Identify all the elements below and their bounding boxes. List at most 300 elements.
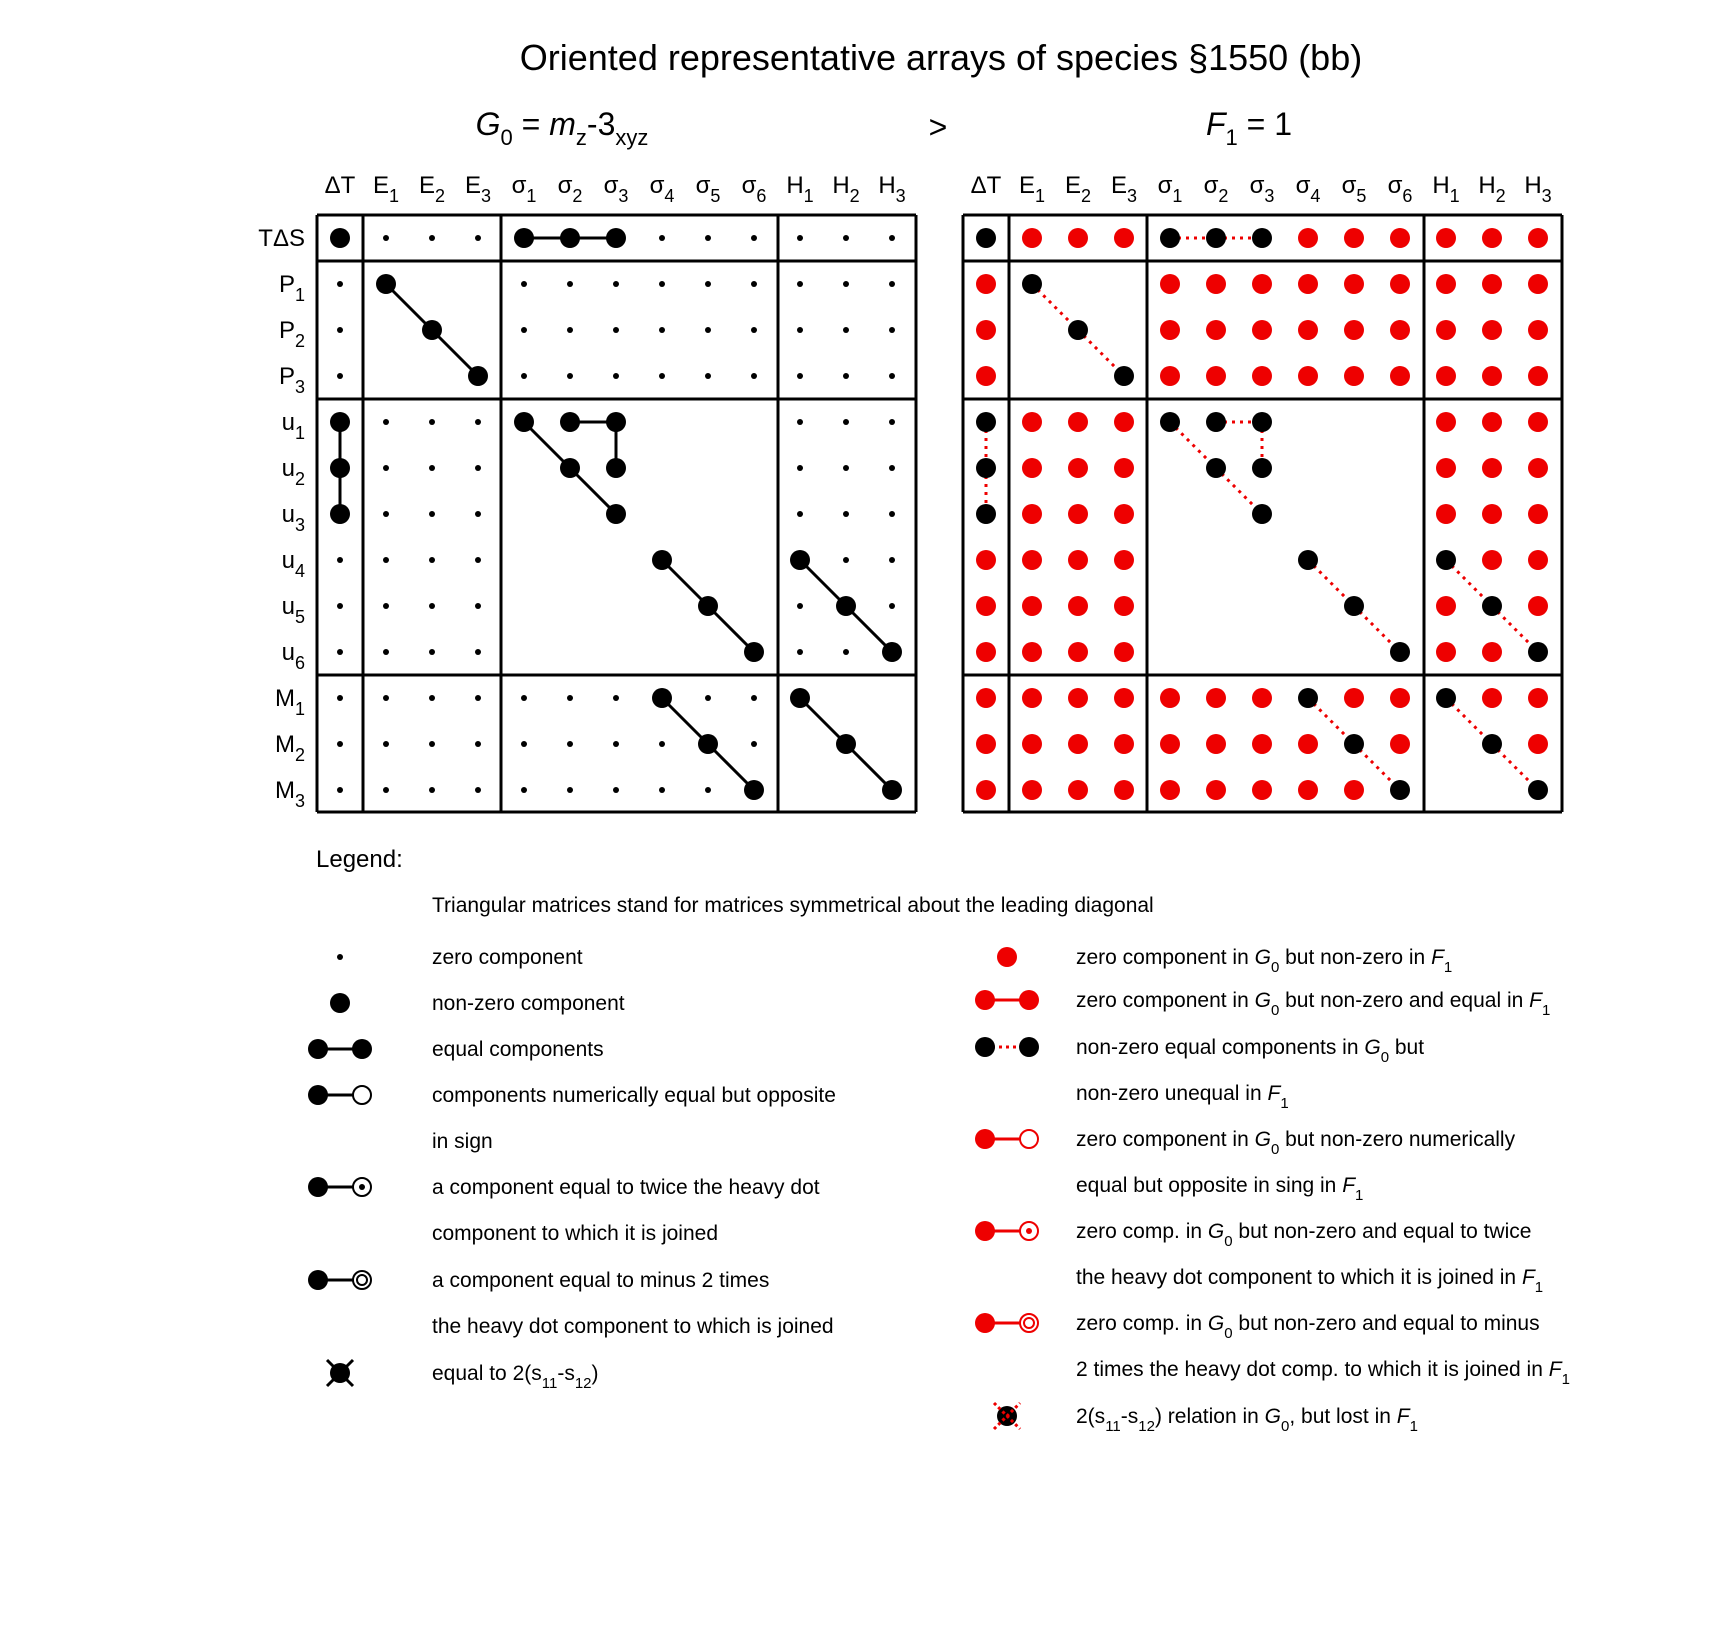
nonzero-component bbox=[1206, 412, 1226, 432]
new-nonzero-component bbox=[1160, 734, 1180, 754]
crossed-dot-symbol bbox=[327, 1360, 353, 1386]
open-dot bbox=[353, 1271, 371, 1289]
zero-component bbox=[843, 327, 849, 333]
new-nonzero-component bbox=[1528, 688, 1548, 708]
zero-component bbox=[751, 281, 757, 287]
legend-italic: F bbox=[1342, 1174, 1356, 1197]
column-label-sub: 3 bbox=[895, 186, 906, 206]
row-label-main: P bbox=[278, 317, 295, 344]
new-nonzero-component bbox=[1068, 550, 1088, 570]
nonzero-component bbox=[698, 734, 718, 754]
zero-component bbox=[705, 235, 711, 241]
legend-text bbox=[432, 1362, 599, 1392]
column-label-sub: 6 bbox=[756, 186, 767, 206]
nonzero-component bbox=[882, 642, 902, 662]
legend-text bbox=[1076, 1036, 1424, 1066]
column-label-main: σ bbox=[557, 172, 573, 199]
column-label-sub: 5 bbox=[1356, 186, 1367, 206]
zero-component bbox=[889, 235, 895, 241]
nonzero-component bbox=[1390, 780, 1410, 800]
nonzero-component bbox=[1022, 274, 1042, 294]
zero-component bbox=[659, 281, 665, 287]
heavy-dot-symbol bbox=[330, 993, 350, 1013]
column-label-main: σ bbox=[649, 172, 665, 199]
legend-text bbox=[1076, 1082, 1289, 1112]
new-nonzero-component bbox=[1022, 412, 1042, 432]
new-nonzero-component bbox=[1344, 688, 1364, 708]
legend-subscript: 1 bbox=[1561, 1371, 1570, 1388]
zero-component bbox=[797, 327, 803, 333]
column-label bbox=[1204, 172, 1229, 206]
new-nonzero-component bbox=[1114, 504, 1134, 524]
comparator-sign: > bbox=[928, 109, 948, 145]
column-label-main: H bbox=[832, 172, 850, 199]
new-nonzero-component bbox=[1298, 228, 1318, 248]
row-label bbox=[275, 685, 305, 719]
column-label-sub: 2 bbox=[572, 186, 583, 206]
legend-text-part: 2 times the heavy dot comp. to which it is joined in bbox=[1076, 1358, 1549, 1381]
new-nonzero-component bbox=[1436, 412, 1456, 432]
red-dot-symbol bbox=[997, 947, 1017, 967]
f-symbol: F bbox=[1205, 106, 1226, 142]
zero-component bbox=[475, 787, 481, 793]
row-label bbox=[279, 363, 305, 397]
legend-right-item bbox=[994, 1403, 1418, 1435]
new-nonzero-component bbox=[1068, 642, 1088, 662]
column-label-main: σ bbox=[511, 172, 527, 199]
center-dot bbox=[359, 1184, 365, 1190]
zero-component bbox=[751, 235, 757, 241]
center-dot bbox=[1026, 1228, 1032, 1234]
equals-sign: = bbox=[512, 106, 550, 142]
new-nonzero-component bbox=[1482, 688, 1502, 708]
column-label-sub: 3 bbox=[481, 186, 492, 206]
zero-component bbox=[383, 603, 389, 609]
nonzero-component bbox=[882, 780, 902, 800]
left-dot bbox=[308, 1177, 328, 1197]
row-label bbox=[282, 547, 305, 581]
open-dot bbox=[353, 1086, 371, 1104]
new-nonzero-component bbox=[1436, 274, 1456, 294]
legend-right-item bbox=[975, 989, 1550, 1019]
zero-component bbox=[567, 741, 573, 747]
twice-pair-symbol bbox=[308, 1177, 371, 1197]
new-nonzero-component bbox=[1114, 458, 1134, 478]
new-nonzero-component bbox=[1114, 550, 1134, 570]
new-nonzero-component bbox=[1436, 320, 1456, 340]
zero-component bbox=[751, 695, 757, 701]
legend-subscript: 1 bbox=[1409, 1418, 1418, 1435]
legend-subscript: 1 bbox=[1355, 1187, 1364, 1204]
zero-component bbox=[659, 787, 665, 793]
nonzero-component bbox=[698, 596, 718, 616]
legend-italic: G bbox=[1254, 989, 1271, 1012]
new-nonzero-component bbox=[1528, 412, 1548, 432]
legend-italic: F bbox=[1529, 989, 1542, 1012]
new-nonzero-component bbox=[1068, 734, 1088, 754]
new-nonzero-component bbox=[976, 366, 996, 386]
new-nonzero-component bbox=[1344, 274, 1364, 294]
zero-component bbox=[521, 281, 527, 287]
legend-text bbox=[1076, 1128, 1516, 1158]
red-equal-pair-symbol bbox=[975, 990, 1039, 1010]
legend-text bbox=[1076, 989, 1550, 1019]
nonzero-component bbox=[1528, 642, 1548, 662]
zero-component bbox=[337, 741, 343, 747]
new-nonzero-component bbox=[1390, 734, 1410, 754]
column-label bbox=[373, 172, 399, 206]
legend-subscript: 0 bbox=[1270, 1141, 1280, 1158]
column-label bbox=[742, 172, 767, 206]
open-dot bbox=[1020, 1130, 1038, 1148]
nonzero-component bbox=[1344, 734, 1364, 754]
column-label-main: E bbox=[418, 172, 435, 199]
row-label-main: u bbox=[281, 547, 295, 574]
column-label-main: σ bbox=[1387, 172, 1403, 199]
nonzero-component bbox=[1252, 458, 1272, 478]
zero-component bbox=[337, 373, 343, 379]
row-label-main: u bbox=[281, 455, 295, 482]
left-dot bbox=[308, 1039, 328, 1059]
zero-component bbox=[659, 235, 665, 241]
left-dot bbox=[308, 1085, 328, 1105]
minus-three: -3 bbox=[586, 106, 616, 142]
legend-text-part: non-zero component bbox=[432, 992, 625, 1015]
zero-component bbox=[383, 649, 389, 655]
legend-subscript: 11 bbox=[1105, 1418, 1121, 1435]
zero-component bbox=[475, 741, 481, 747]
new-nonzero-component bbox=[1436, 596, 1456, 616]
legend-italic: G bbox=[1364, 1036, 1381, 1059]
new-nonzero-component bbox=[1482, 458, 1502, 478]
nonzero-component bbox=[422, 320, 442, 340]
legend-text-part: but non-zero in bbox=[1279, 946, 1432, 969]
zero-component bbox=[567, 373, 573, 379]
nonzero-component bbox=[1298, 688, 1318, 708]
column-label-main: σ bbox=[695, 172, 711, 199]
row-label-sub: 2 bbox=[294, 469, 305, 489]
column-label bbox=[696, 172, 721, 206]
legend-right-item bbox=[997, 946, 1452, 976]
legend-italic: F bbox=[1548, 1358, 1562, 1381]
legend-text bbox=[432, 992, 625, 1015]
new-nonzero-component bbox=[1482, 274, 1502, 294]
column-label-sub: 1 bbox=[1035, 186, 1046, 206]
zero-component bbox=[337, 649, 343, 655]
nonzero-component bbox=[1390, 642, 1410, 662]
equals-one: = 1 bbox=[1237, 106, 1293, 142]
nonzero-component bbox=[976, 412, 996, 432]
new-nonzero-component bbox=[976, 596, 996, 616]
red-opposite-pair-symbol bbox=[975, 1129, 1038, 1149]
new-nonzero-component bbox=[1528, 458, 1548, 478]
column-label-sub: 3 bbox=[1541, 186, 1552, 206]
nonzero-component bbox=[330, 412, 350, 432]
column-label-main: σ bbox=[1249, 172, 1265, 199]
legend-text-part: non-zero equal components in bbox=[1076, 1036, 1365, 1059]
legend-text-part: zero component in bbox=[1076, 1128, 1255, 1151]
new-nonzero-component bbox=[1528, 596, 1548, 616]
column-label-main: H bbox=[1432, 172, 1450, 199]
left-array-header bbox=[476, 106, 649, 150]
legend-right-item bbox=[975, 1128, 1516, 1204]
legend-subscript: 0 bbox=[1281, 1418, 1290, 1435]
row-label-sub: 2 bbox=[294, 745, 305, 765]
nonzero-component bbox=[1252, 412, 1272, 432]
row-label bbox=[282, 639, 305, 673]
legend-text bbox=[1076, 1312, 1540, 1342]
zero-component bbox=[383, 419, 389, 425]
zero-component bbox=[705, 373, 711, 379]
row-label bbox=[258, 225, 305, 252]
zero-component bbox=[567, 281, 573, 287]
nonzero-component bbox=[744, 642, 764, 662]
legend-subscript: 1 bbox=[1443, 959, 1453, 976]
column-label-sub: 3 bbox=[618, 186, 629, 206]
column-label-main: E bbox=[464, 172, 481, 199]
black-dotted-pair-symbol bbox=[975, 1037, 1039, 1057]
new-nonzero-component bbox=[1436, 366, 1456, 386]
legend-text-part: component to which it is joined bbox=[432, 1222, 718, 1245]
column-label bbox=[1432, 172, 1459, 206]
legend-text-part: zero comp. in bbox=[1076, 1220, 1208, 1243]
column-label bbox=[1388, 172, 1413, 206]
nonzero-component bbox=[330, 504, 350, 524]
zero-component bbox=[843, 281, 849, 287]
nonzero-component bbox=[744, 780, 764, 800]
new-nonzero-component bbox=[1344, 366, 1364, 386]
zero-component bbox=[889, 281, 895, 287]
new-nonzero-component bbox=[1252, 688, 1272, 708]
nonzero-component bbox=[1206, 228, 1226, 248]
nonzero-component bbox=[1436, 550, 1456, 570]
new-nonzero-component bbox=[1252, 320, 1272, 340]
column-label-main: H bbox=[1524, 172, 1542, 199]
column-label-sub: 1 bbox=[1172, 186, 1183, 206]
nonzero-component bbox=[514, 412, 534, 432]
new-nonzero-component bbox=[976, 550, 996, 570]
legend-right-item bbox=[975, 1036, 1424, 1112]
column-label-main: E bbox=[372, 172, 389, 199]
legend-subscript: 1 bbox=[1534, 1279, 1544, 1296]
legend-text-part: in sign bbox=[432, 1130, 493, 1153]
column-label-sub: 6 bbox=[1402, 186, 1413, 206]
legend-subscript: 11 bbox=[541, 1375, 558, 1392]
new-nonzero-component bbox=[1482, 228, 1502, 248]
zero-component bbox=[475, 235, 481, 241]
legend-text-part: 2(s bbox=[1076, 1405, 1106, 1428]
zero-component bbox=[751, 373, 757, 379]
open-dot bbox=[1020, 1314, 1038, 1332]
nonzero-component bbox=[330, 228, 350, 248]
legend-text-part: but non-zero and equal in bbox=[1279, 989, 1530, 1012]
row-label-main: TΔS bbox=[258, 225, 305, 252]
column-label-main: σ bbox=[1341, 172, 1357, 199]
legend-text bbox=[432, 1130, 493, 1153]
m-symbol: m bbox=[549, 106, 576, 142]
row-label-sub: 4 bbox=[294, 561, 305, 581]
zero-component bbox=[475, 557, 481, 563]
legend-text-part: ) bbox=[591, 1362, 599, 1385]
column-label-main: σ bbox=[603, 172, 619, 199]
red-dot-mark bbox=[997, 947, 1017, 967]
new-nonzero-component bbox=[1436, 458, 1456, 478]
legend-italic: G bbox=[1264, 1405, 1282, 1428]
row-label-sub: 1 bbox=[294, 285, 305, 305]
new-nonzero-component bbox=[1344, 320, 1364, 340]
zero-component bbox=[521, 327, 527, 333]
legend-subscript: 12 bbox=[1138, 1418, 1155, 1435]
zero-component bbox=[383, 557, 389, 563]
new-nonzero-component bbox=[1390, 320, 1410, 340]
zero-component bbox=[429, 235, 435, 241]
g-subscript: 0 bbox=[500, 125, 513, 150]
nonzero-component bbox=[560, 228, 580, 248]
g-symbol: G bbox=[475, 106, 501, 142]
new-nonzero-component bbox=[1206, 734, 1226, 754]
zero-component bbox=[797, 511, 803, 517]
nonzero-component bbox=[836, 734, 856, 754]
legend-italic: F bbox=[1396, 1405, 1410, 1428]
legend-text-part: but non-zero numerically bbox=[1279, 1128, 1516, 1151]
row-label-sub: 6 bbox=[294, 653, 305, 673]
new-nonzero-component bbox=[1252, 734, 1272, 754]
zero-component bbox=[429, 603, 435, 609]
new-nonzero-component bbox=[1298, 780, 1318, 800]
column-label bbox=[1342, 172, 1367, 206]
left-dot bbox=[975, 1037, 995, 1057]
column-label-main: E bbox=[1110, 172, 1127, 199]
nonzero-component bbox=[560, 458, 580, 478]
new-nonzero-component bbox=[1390, 274, 1410, 294]
new-nonzero-component bbox=[1022, 780, 1042, 800]
new-nonzero-component bbox=[1528, 320, 1548, 340]
zero-component bbox=[383, 465, 389, 471]
zero-component bbox=[383, 511, 389, 517]
column-label-sub: 4 bbox=[664, 186, 675, 206]
right-array bbox=[963, 172, 1562, 812]
column-label-main: σ bbox=[1203, 172, 1219, 199]
diagram-title: Oriented representative arrays of species §1550 (bb) bbox=[519, 37, 1363, 78]
column-label bbox=[1296, 172, 1321, 206]
legend-text-part: -s bbox=[1120, 1405, 1139, 1428]
nonzero-component bbox=[1482, 596, 1502, 616]
new-nonzero-component bbox=[1252, 274, 1272, 294]
legend-subscript: 1 bbox=[1280, 1095, 1289, 1112]
new-nonzero-component bbox=[1206, 780, 1226, 800]
nonzero-component bbox=[1528, 780, 1548, 800]
column-label-main: σ bbox=[741, 172, 757, 199]
zero-component bbox=[521, 741, 527, 747]
nonzero-component bbox=[606, 458, 626, 478]
column-label-main: H bbox=[878, 172, 896, 199]
new-nonzero-component bbox=[1528, 734, 1548, 754]
zero-component bbox=[521, 695, 527, 701]
zero-component bbox=[429, 511, 435, 517]
row-label bbox=[275, 777, 305, 811]
legend-text-part: components numerically equal but opposite bbox=[432, 1084, 836, 1107]
legend-text-part: , but lost in bbox=[1289, 1405, 1397, 1428]
left-dot bbox=[308, 1270, 328, 1290]
new-nonzero-component bbox=[976, 642, 996, 662]
legend-left-item bbox=[330, 992, 625, 1015]
row-label-sub: 2 bbox=[294, 331, 305, 351]
column-label-main: H bbox=[786, 172, 804, 199]
f-subscript: 1 bbox=[1225, 125, 1238, 150]
new-nonzero-component bbox=[1160, 688, 1180, 708]
column-label bbox=[1250, 172, 1275, 206]
legend-text bbox=[432, 1315, 834, 1338]
new-nonzero-component bbox=[976, 780, 996, 800]
new-nonzero-component bbox=[1068, 504, 1088, 524]
new-nonzero-component bbox=[1436, 504, 1456, 524]
column-label bbox=[512, 172, 537, 206]
zero-component bbox=[705, 327, 711, 333]
nonzero-component bbox=[790, 550, 810, 570]
zero-component bbox=[613, 327, 619, 333]
row-label-sub: 5 bbox=[294, 607, 305, 627]
legend-italic: F bbox=[1431, 946, 1444, 969]
new-nonzero-component bbox=[976, 274, 996, 294]
zero-component bbox=[843, 465, 849, 471]
zero-component bbox=[797, 235, 803, 241]
legend-italic: F bbox=[1521, 1266, 1535, 1289]
legend-text-part: a component equal to minus 2 times bbox=[432, 1269, 770, 1292]
row-label-sub: 1 bbox=[294, 423, 305, 443]
new-nonzero-component bbox=[1068, 688, 1088, 708]
new-nonzero-component bbox=[1160, 780, 1180, 800]
zero-component bbox=[751, 741, 757, 747]
legend-text bbox=[1076, 1358, 1570, 1388]
new-nonzero-component bbox=[1068, 228, 1088, 248]
zero-component bbox=[797, 281, 803, 287]
row-label-main: M bbox=[274, 731, 295, 758]
new-nonzero-component bbox=[1298, 274, 1318, 294]
column-label bbox=[1111, 172, 1137, 206]
row-label-sub: 3 bbox=[294, 515, 305, 535]
column-label-sub: 4 bbox=[1310, 186, 1321, 206]
zero-component bbox=[567, 787, 573, 793]
legend-text-part: zero component bbox=[432, 946, 583, 969]
nonzero-component bbox=[1252, 228, 1272, 248]
row-label bbox=[275, 731, 305, 765]
zero-component bbox=[429, 695, 435, 701]
new-nonzero-component bbox=[1528, 366, 1548, 386]
zero-component bbox=[613, 741, 619, 747]
column-label-sub: 2 bbox=[1495, 186, 1506, 206]
zero-component bbox=[705, 281, 711, 287]
legend-italic: G bbox=[1207, 1220, 1225, 1243]
nonzero-component bbox=[1206, 458, 1226, 478]
legend-text-part: ) relation in bbox=[1154, 1405, 1265, 1428]
new-nonzero-component bbox=[1206, 274, 1226, 294]
right-dot bbox=[1019, 990, 1039, 1010]
left-dot bbox=[975, 1221, 995, 1241]
column-label-sub: 2 bbox=[435, 186, 446, 206]
nonzero-component bbox=[652, 550, 672, 570]
right-dot bbox=[352, 1039, 372, 1059]
legend-left-item bbox=[327, 1360, 599, 1392]
zero-component bbox=[475, 511, 481, 517]
zero-component bbox=[889, 327, 895, 333]
zero-component bbox=[429, 557, 435, 563]
new-nonzero-component bbox=[1528, 274, 1548, 294]
new-nonzero-component bbox=[1298, 734, 1318, 754]
new-nonzero-component bbox=[1482, 504, 1502, 524]
new-nonzero-component bbox=[1022, 550, 1042, 570]
legend-text-part: zero comp. in bbox=[1076, 1312, 1208, 1335]
nonzero-component bbox=[976, 228, 996, 248]
